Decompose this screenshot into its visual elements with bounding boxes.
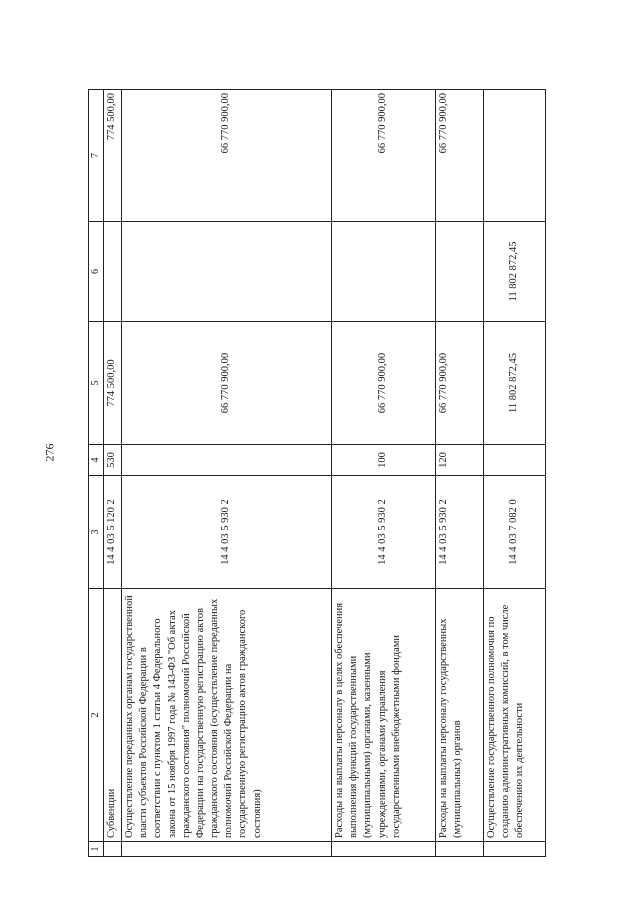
page-number-text: 276 bbox=[42, 443, 57, 462]
row-sum-6 bbox=[436, 222, 484, 322]
row-sum-5: 774 500,00 bbox=[104, 322, 122, 445]
row-sum-7 bbox=[484, 90, 546, 222]
header-col-2: 2 bbox=[89, 589, 104, 842]
table-row bbox=[104, 90, 122, 857]
header-col-7: 7 bbox=[89, 90, 104, 222]
row-name: Осуществление государственного полномочия по созданию административных комиссий, в том числе обеспечению их деятельности bbox=[484, 589, 546, 842]
row-sum-7: 66 770 900,00 bbox=[332, 90, 436, 222]
row-sum-5: 11 802 872,45 bbox=[484, 322, 546, 445]
header-row bbox=[89, 90, 104, 857]
row-col1 bbox=[484, 842, 546, 857]
row-name: Осуществление переданных органам государственной власти субъектов Российской Федерации в соответствии с пунктом 1 статьи 4 Федерального закона от 15 ноября 1997 года № 143-ФЗ "Об актах гражданского состояния" полномочий Российской Федерации на государственную регистрацию актов гражданского состояния (осуществление переданных полномочий Российской Федерации на государственную регистрацию актов гражданского состояния) bbox=[122, 589, 332, 842]
table-row bbox=[436, 90, 484, 857]
row-sum-7: 66 770 900,00 bbox=[436, 90, 484, 222]
row-code: 14 4 03 5 930 2 bbox=[332, 476, 436, 589]
row-col1 bbox=[332, 842, 436, 857]
row-sum-7: 774 500,00 bbox=[104, 90, 122, 222]
row-name: Расходы на выплаты персоналу в целях обеспечения выполнения функций государственными (муниципальными) органами, казенными учреждениями, органами управления государственными внебюджетными фондами bbox=[332, 589, 436, 842]
header-col-1: 1 bbox=[89, 842, 104, 857]
budget-table-rotated bbox=[88, 89, 554, 857]
row-code: 14 4 03 5 120 2 bbox=[104, 476, 122, 589]
header-col-5: 5 bbox=[89, 322, 104, 445]
row-sum-5: 66 770 900,00 bbox=[332, 322, 436, 445]
header-col-3: 3 bbox=[89, 476, 104, 589]
header-col-4: 4 bbox=[89, 445, 104, 476]
row-col1 bbox=[122, 842, 332, 857]
header-col-6: 6 bbox=[89, 222, 104, 322]
row-sum-6: 11 802 872,45 bbox=[484, 222, 546, 322]
row-sum-6 bbox=[104, 222, 122, 322]
row-col1 bbox=[436, 842, 484, 857]
budget-table bbox=[88, 89, 546, 857]
row-col1 bbox=[104, 842, 122, 857]
table-row bbox=[332, 90, 436, 857]
row-sum-6 bbox=[122, 222, 332, 322]
row-code: 14 4 03 7 082 0 bbox=[484, 476, 546, 589]
row-name: Расходы на выплаты персоналу государственных (муниципальных) органов bbox=[436, 589, 484, 842]
row-type bbox=[484, 445, 546, 476]
row-sum-5: 66 770 900,00 bbox=[122, 322, 332, 445]
row-type: 120 bbox=[436, 445, 484, 476]
row-type bbox=[122, 445, 332, 476]
row-code: 14 4 03 5 930 2 bbox=[122, 476, 332, 589]
row-sum-6 bbox=[332, 222, 436, 322]
row-name: Субвенции bbox=[104, 589, 122, 842]
row-type: 530 bbox=[104, 445, 122, 476]
page-number bbox=[37, 0, 63, 905]
row-code: 14 4 03 5 930 2 bbox=[436, 476, 484, 589]
row-type: 100 bbox=[332, 445, 436, 476]
row-sum-7: 66 770 900,00 bbox=[122, 90, 332, 222]
table-row bbox=[484, 90, 546, 857]
row-sum-5: 66 770 900,00 bbox=[436, 322, 484, 445]
table-row bbox=[122, 90, 332, 857]
